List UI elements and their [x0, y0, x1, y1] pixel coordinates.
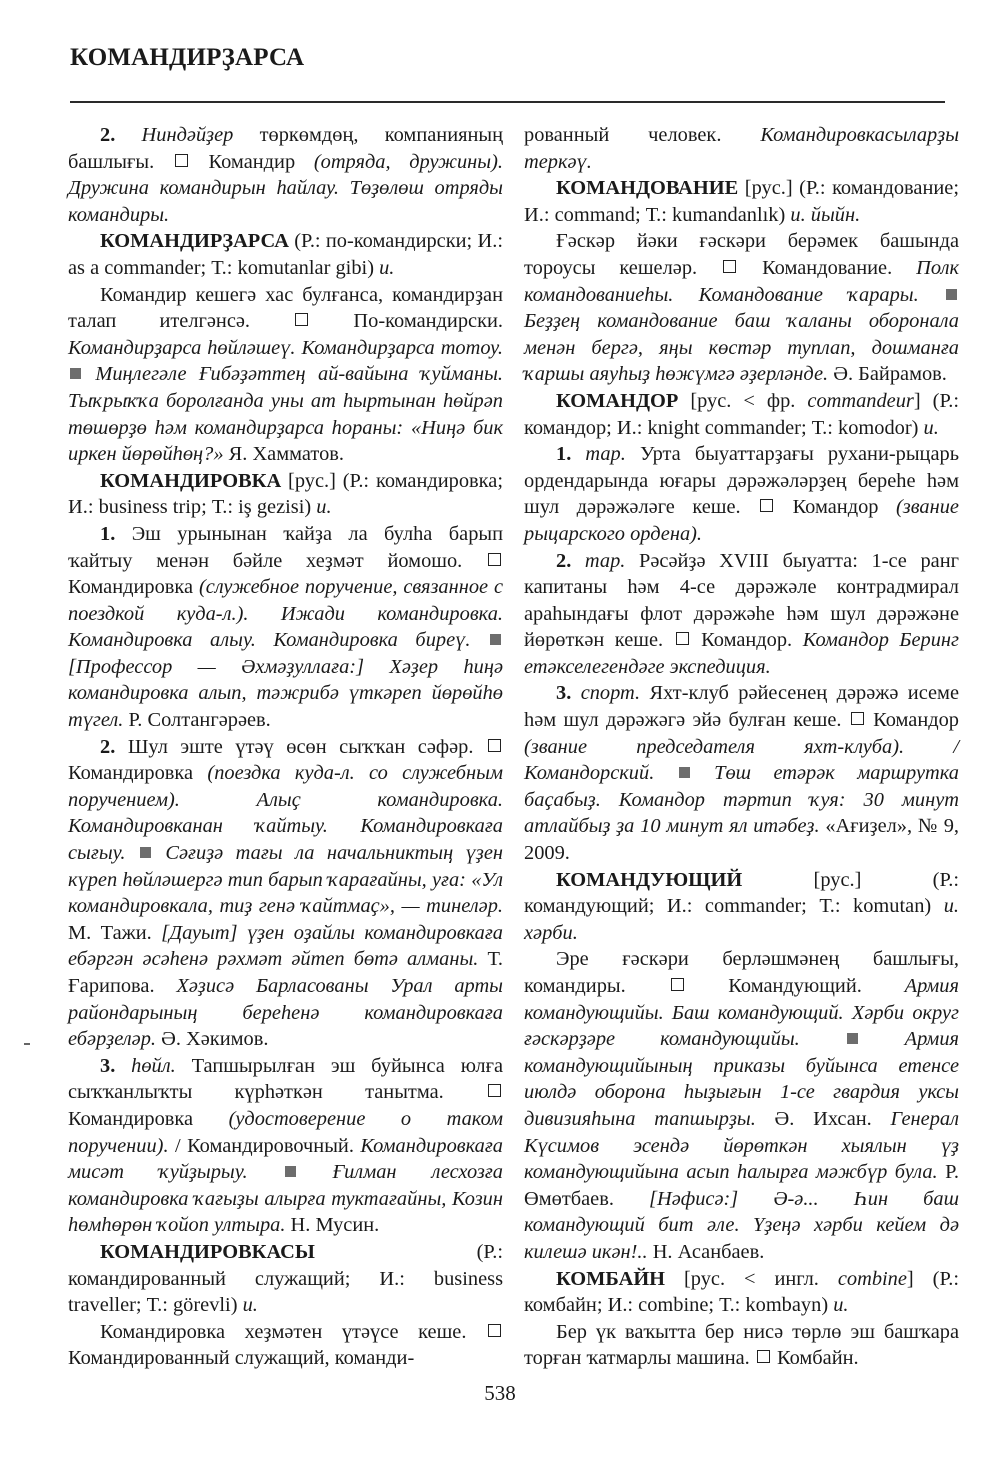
- headword: КОМАНДУЮЩИЙ: [556, 868, 743, 891]
- italic-text: Командирҙарса һөйләшеү. Командирҙарса тотоу.: [68, 336, 503, 359]
- body-text: Р. Солтангәрәев.: [123, 709, 271, 732]
- russian-equivalent-marker-icon: [488, 1084, 501, 1097]
- italic-text: Төш етәрәк маршрутка баҫабыҙ. Командор тәртип ҡуя: 30 минут атлайбыҙ ҙа 10 минут ял итәбеҙ.: [524, 762, 959, 838]
- running-head: КОМАНДИРҘАРСА: [70, 44, 305, 71]
- entry-paragraph: [68, 521, 503, 734]
- body-text: Ғәскәр йәки ғәскәри берәмек башында тороусы кешеләр.: [524, 230, 959, 279]
- body-text: Командировка: [68, 1107, 229, 1130]
- headword: КОМАНДОР: [556, 389, 679, 412]
- example-citation-marker-icon: [140, 847, 151, 858]
- body-text: Тапшырылған эш буйынса юлға сыҡҡанлыҡты күрһәткән танытма.: [68, 1054, 504, 1104]
- body-text: Эш урынынан ҡайҙа ла булһа барып ҡайтыу менән бәйле хеҙмәт йомошо.: [68, 522, 503, 572]
- body-text: Комбайн.: [771, 1347, 859, 1370]
- body-text: Н. Асанбаев.: [647, 1240, 765, 1263]
- entry-paragraph: [68, 1053, 503, 1239]
- sense-number: 2.: [100, 124, 142, 146]
- italic-text: тар.: [585, 443, 626, 466]
- dictionary-entry: [68, 228, 503, 281]
- italic-text: [Нәфисә:] Ә-ә... Һин баш командующий бит әле. Үҙеңә хәрби кейем дә килешә икән!..: [524, 1187, 959, 1263]
- italic-text: и. йыйн.: [790, 203, 861, 226]
- example-citation-marker-icon: [847, 1033, 858, 1044]
- entry-paragraph: [68, 734, 503, 1053]
- italic-text: (удостоверение о таком поручении).: [68, 1107, 503, 1157]
- dictionary-entry: [524, 1266, 959, 1319]
- italic-text: и.: [242, 1294, 258, 1317]
- dictionary-entry: [524, 867, 959, 947]
- italic-text: [Дауыт] үҙен оҙайлы командировкаға ебәргән әсәһенә рәхмәт әйтеп бөтә алманы.: [68, 921, 503, 971]
- body-text: Командир кешегә хас булғанса, командирҙан талап ителгәнсә.: [68, 283, 503, 333]
- italic-text: Полк командованиеһы. Командование ҡарары.: [524, 256, 960, 306]
- header-rule: [70, 101, 945, 103]
- russian-equivalent-marker-icon: [723, 260, 736, 273]
- body-text: Командировка: [68, 576, 199, 599]
- body-text: төркөмдөң, компанияның башлығы.: [68, 124, 504, 173]
- italic-text: Сәғиҙә тағы ла начальниктың үҙен күреп һөйләшергә тип барып ҡарағайны, уға: «Ул командировкала, тиҙ генә ҡайтмаҫ», — тинеләр.: [68, 842, 503, 918]
- body-text: / Командировочный.: [168, 1134, 361, 1157]
- body-text: Шул эште үтәү өсөн сыҡҡан сәфәр.: [127, 735, 487, 758]
- body-text: Рәсәйҙә XVIII быуатта: 1-се ранг капитаны һәм 4-се дәрәжәле контрадмирал араһындағы флот дәрәжәһе һәм шул дәрәжәне йөрөткән кеше.: [524, 549, 959, 652]
- italic-text: commandeur: [807, 389, 914, 412]
- body-text: Урта быуаттарҙағы рухани-рыцарь ордендарында юғары дәрәжәләрҙең береһе һәм шул дәрәжәләге кеше.: [524, 443, 959, 519]
- italic-text: Генерал Күсимов эсендә йөрөткән хыялын үҙ командующийына асып һалырға мәжбүр була.: [524, 1107, 959, 1184]
- body-text: Командировка: [68, 762, 208, 785]
- dictionary-entry: [68, 468, 503, 521]
- russian-equivalent-marker-icon: [175, 154, 188, 167]
- example-citation-marker-icon: [285, 1166, 296, 1177]
- dictionary-entry: [524, 175, 959, 228]
- italic-text: и. хәрби.: [524, 895, 959, 944]
- italic-text: тар.: [584, 549, 626, 572]
- russian-equivalent-marker-icon: [760, 499, 773, 512]
- italic-text: [Профессор — Әхмәҙуллаға:] Хәҙер һиңә командировка алып, тәжрибә үткәреп йөрөйһө түгел.: [68, 655, 503, 732]
- italic-text: (звание рыцарского ордена).: [524, 496, 959, 545]
- italic-text: и.: [316, 496, 332, 519]
- body-text: Командующий.: [685, 975, 905, 997]
- headword: КОМАНДИРОВКА: [100, 469, 282, 492]
- italic-text: (поездка куда-л. со служебным поручением). Алыҫ командировка. Командировканан ҡайтыу. Командировкаға сығыу.: [68, 762, 503, 865]
- russian-equivalent-marker-icon: [671, 978, 684, 991]
- body-text: Р. Өмөтбаев.: [524, 1161, 959, 1210]
- sense-number: 1.: [556, 443, 586, 466]
- page-number: 538: [484, 1381, 516, 1405]
- italic-text: Командировкасыларҙы теркәү.: [524, 124, 959, 173]
- example-citation-marker-icon: [946, 289, 957, 300]
- body-text: Командование.: [738, 256, 917, 279]
- italic-text: (отряда, дружины). Дружина командирын һайлау. Төҙөлөш отряды командиры.: [68, 150, 503, 226]
- body-text: Ә. Байрамов.: [828, 363, 947, 386]
- example-citation-marker-icon: [490, 634, 501, 645]
- italic-text: Миңлегәле Ғибәҙәттең ай-вайына ҡуйманы. Тыҡрыҡҡа боролғанда уны ат һыртынан һөйрәп төшөрҙө һәм командирҙарса һораны: «Ниңә бик иркен йөрөйһөң?»: [68, 363, 503, 466]
- entry-paragraph: [524, 946, 959, 1265]
- italic-text: Беҙҙең командование баш ҡаланы оборонала менән бергә, яңы көстәр туплап, дошманға ҡаршы аяуһыҙ һөжүмгә әҙерләнде.: [524, 310, 959, 386]
- italic-text: и.: [379, 256, 395, 279]
- russian-equivalent-marker-icon: [851, 712, 864, 725]
- russian-equivalent-marker-icon: [488, 1324, 501, 1337]
- russian-equivalent-marker-icon: [295, 313, 308, 326]
- sense-number: 2.: [100, 735, 128, 758]
- body-text: [рус.] (Р.: командировка; И.: business trip; Т.: iş gezisi): [68, 469, 503, 519]
- italic-text: (служебное поручение, связанное с поездкой куда-л.). Ижади командировка. Командировка алыу. Командировка биреү.: [68, 576, 503, 652]
- body-text: «Ағиҙел», № 9, 2009.: [524, 815, 959, 865]
- entry-paragraph: [68, 1319, 503, 1372]
- russian-equivalent-marker-icon: [488, 553, 501, 566]
- body-text: Бер үк ваҡытта бер нисә төрлө эш башҡара торған ҡатмарлы машина.: [524, 1320, 959, 1370]
- italic-text: Командировкаға мисәт ҡуйҙырыу.: [68, 1134, 503, 1184]
- body-text: Ә. Хәкимов.: [156, 1028, 269, 1051]
- italic-text: Ниндәйҙер: [141, 124, 234, 146]
- body-text: ] (Р.: командор; И.: knight commander; Т.: komodor): [524, 389, 959, 439]
- italic-text: Командор Беринг етәкселегендәге экспедиция.: [524, 629, 959, 678]
- dictionary-entry: [68, 1239, 503, 1319]
- body-text: Яхт-клуб рәйесенең дәрәжә исеме һәм шул дәрәжәгә эйә булған кеше.: [524, 682, 960, 732]
- body-text: [рус.] (Р.: командующий; И.: commander; Т.: komutan): [524, 868, 959, 918]
- body-text: Командор: [865, 709, 960, 732]
- headword: КОМАНДИРҘАРСА: [100, 230, 289, 253]
- body-text: Командор: [775, 496, 896, 519]
- entry-paragraph: [524, 441, 959, 547]
- italic-text: һөйл.: [131, 1054, 176, 1077]
- italic-text: (звание председателя яхт-клуба). / Командорский.: [524, 735, 959, 785]
- italic-text: Армия командующийы. Баш командующий. Хәрби округ ғәскәрҙәре командующийы.: [524, 975, 959, 1051]
- entry-paragraph: [68, 122, 503, 228]
- body-text: ] (Р.: комбайн; И.: combine; Т.: kombayn): [524, 1267, 960, 1317]
- entry-paragraph: [524, 680, 959, 866]
- entry-paragraph: [524, 548, 959, 681]
- russian-equivalent-marker-icon: [488, 739, 501, 752]
- body-text: М. Тажи.: [68, 921, 162, 944]
- italic-text: combine: [837, 1267, 907, 1290]
- body-text: Н. Мусин.: [285, 1214, 380, 1237]
- body-text: Командировка хеҙмәтен үтәүсе кеше.: [100, 1320, 486, 1343]
- body-text: По-командирски.: [310, 310, 503, 333]
- body-text: [рус.] (Р.: командование; И.: command; Т.: kumandanlık): [524, 177, 959, 226]
- body-text: Командир: [189, 150, 314, 173]
- body-text: Эре ғәскәри берләшмәнең башлығы, командиры.: [524, 948, 959, 997]
- body-text: Т. Ғарипова.: [68, 948, 503, 997]
- entry-paragraph: [524, 228, 959, 388]
- example-citation-marker-icon: [679, 767, 690, 778]
- russian-equivalent-marker-icon: [676, 632, 689, 645]
- italic-text: и.: [833, 1294, 849, 1317]
- dictionary-entry: [524, 388, 959, 441]
- body-text: Я. Хамматов.: [223, 443, 344, 466]
- italic-text: Ғилман лесхозға командировка ҡағыҙы алырға туктағайны, Козин һөмһөрөн ҡойоп ултыра.: [68, 1161, 503, 1237]
- sense-number: 3.: [100, 1054, 132, 1077]
- italic-text: спорт.: [580, 682, 641, 705]
- body-text: Командор.: [690, 629, 803, 652]
- russian-equivalent-marker-icon: [757, 1350, 770, 1363]
- body-text: (Р.: командированный служащий; И.: business traveller; Т.: görevli): [68, 1240, 503, 1317]
- italic-text: Хәҙисә Барласованы Урал арты райондарының береһенә командировкаға ебәрҙеләр.: [68, 975, 503, 1051]
- body-text: Ә. Ихсан.: [755, 1107, 891, 1130]
- sense-number: 1.: [100, 522, 132, 545]
- entry-paragraph: [524, 1319, 959, 1372]
- italic-text: Армия командующийының приказы буйынса етенсе июлдә оборона һыҙығын 1-се гвардия уксы дивизияһына тапшырҙы.: [524, 1028, 959, 1130]
- sense-number: 3.: [556, 682, 581, 705]
- sense-number: 2.: [556, 549, 585, 572]
- headword: КОМАНДИРОВКАСЫ: [100, 1240, 315, 1263]
- body-text: [рус. < фр.: [678, 389, 808, 412]
- body-text: рованный человек.: [524, 124, 761, 146]
- body-text: Командированный служащий, команди-: [68, 1347, 415, 1370]
- entry-paragraph: [524, 122, 959, 175]
- headword: КОМАНДОВАНИЕ: [556, 177, 739, 200]
- entry-paragraph: [68, 282, 503, 468]
- body-text: [рус. < ингл.: [665, 1267, 838, 1290]
- example-citation-marker-icon: [70, 368, 81, 379]
- margin-mark: [24, 1043, 30, 1045]
- headword: КОМБАЙН: [556, 1267, 666, 1290]
- left-column: [68, 122, 503, 1372]
- italic-text: и.: [923, 416, 939, 439]
- right-column: [524, 122, 959, 1372]
- body-text: (Р.: по-командирски; И.: as a commander; Т.: komutanlar gibi): [68, 230, 503, 279]
